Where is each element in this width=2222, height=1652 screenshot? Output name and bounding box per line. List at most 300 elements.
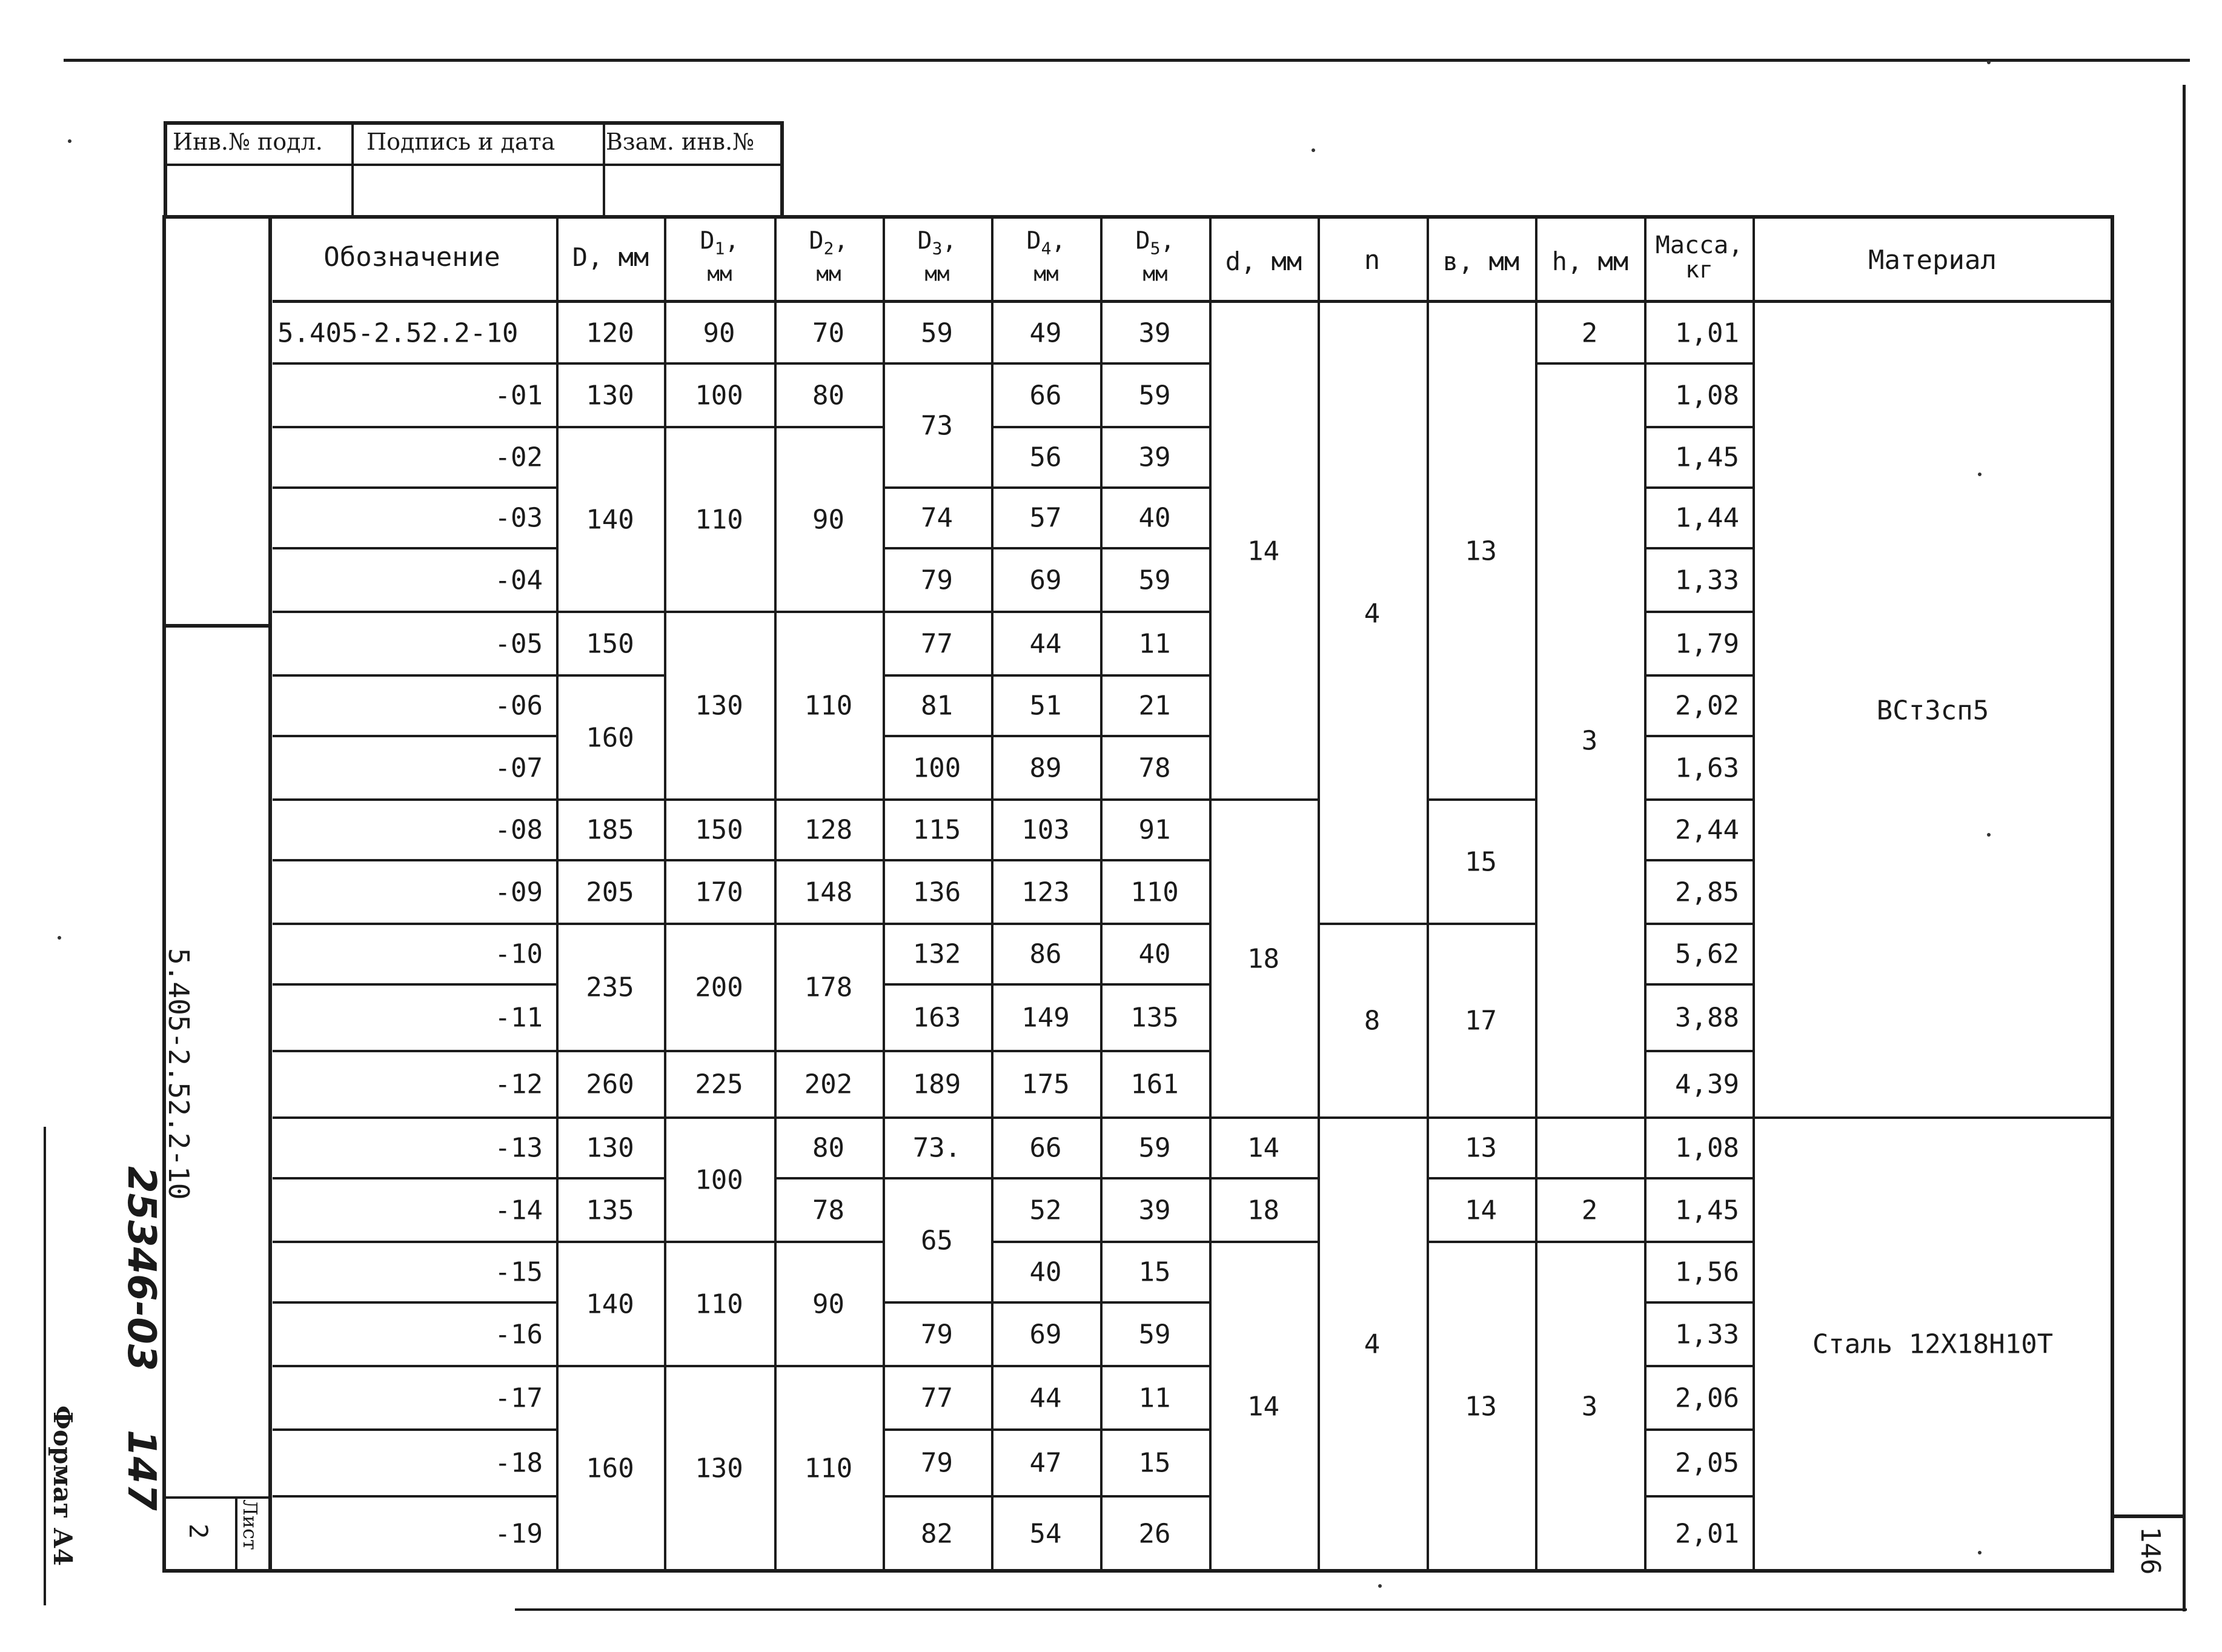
merged-cell-d2-15-16: 90 — [812, 1289, 844, 1319]
designation-cell: -03 — [494, 502, 543, 534]
designation-cell: -15 — [494, 1256, 543, 1288]
merged-cell-mat-13-19: Сталь 12Х18Н10Т — [1812, 1329, 2054, 1360]
merged-cell-mat-00-12: ВСт3сп5 — [1876, 695, 1989, 726]
designation-cell: -13 — [494, 1132, 543, 1164]
row-separator — [774, 859, 883, 861]
row-separator — [883, 1177, 991, 1179]
mass-cell: 3,88 — [1675, 1002, 1739, 1033]
cell-d2: 202 — [804, 1069, 853, 1100]
cell-d3: 163 — [912, 1002, 961, 1033]
row-separator — [556, 859, 664, 861]
row-separator — [991, 735, 1100, 737]
cell-d3: 100 — [912, 752, 961, 783]
row-separator — [1209, 1241, 1318, 1243]
row-separator — [991, 983, 1100, 986]
page-number: 146 — [2135, 1527, 2166, 1575]
cell-d2: 148 — [804, 877, 853, 907]
cell-d4: 54 — [1029, 1518, 1062, 1549]
vertical-doc-code: 5.405-2.52.2-10 — [162, 948, 195, 1200]
designation-cell: -07 — [494, 752, 543, 783]
mass-cell: 5,62 — [1675, 938, 1739, 970]
page-number-box-top — [2114, 1514, 2184, 1518]
row-separator — [1535, 1116, 1644, 1119]
row-separator — [1100, 859, 1209, 861]
row-separator — [556, 798, 664, 801]
row-separator — [273, 1428, 556, 1431]
stamp-inv-podl: Инв.№ подл. — [173, 128, 323, 155]
cell-d3: 82 — [921, 1518, 953, 1549]
row-separator — [883, 1301, 991, 1304]
mass-cell: 1,08 — [1675, 380, 1739, 411]
merged-cell-d-15-16: 140 — [586, 1289, 634, 1319]
cell-d4: 66 — [1029, 1132, 1062, 1164]
row-separator — [774, 923, 883, 925]
cell-d5: 21 — [1138, 690, 1171, 722]
scan-speck — [1987, 61, 1991, 64]
row-separator — [1644, 1116, 1753, 1119]
merged-cell-d-02-04: 140 — [586, 504, 634, 535]
cell-d1: 150 — [695, 814, 743, 846]
cell-d3: 136 — [912, 877, 961, 907]
row-separator — [1209, 1177, 1318, 1179]
scan-speck — [58, 936, 61, 940]
designation-cell: -06 — [494, 690, 543, 722]
cell-d3: 79 — [921, 1447, 953, 1479]
row-separator — [1535, 362, 1644, 365]
mass-cell: 1,45 — [1675, 442, 1739, 473]
row-separator — [1644, 486, 1753, 489]
merged-cell-d2-05-07: 110 — [804, 690, 853, 722]
cell-d3: 59 — [921, 317, 953, 349]
row-separator — [991, 611, 1100, 613]
cell-d3: 77 — [921, 628, 953, 659]
merged-cell-d1-13-14: 100 — [695, 1164, 743, 1195]
frame-bottom-line — [515, 1608, 2187, 1611]
cell-d3: 189 — [912, 1069, 961, 1100]
cell-d4: 89 — [1029, 752, 1062, 783]
cell-d: 18 — [1247, 1195, 1279, 1226]
merged-cell-d-00-07: 14 — [1247, 536, 1279, 567]
merged-cell-v-00-07: 13 — [1465, 536, 1497, 567]
row-separator — [273, 1050, 556, 1052]
format-label: Формат А4 — [48, 1405, 78, 1567]
row-separator — [273, 798, 556, 801]
col-header-D3: $D_3$, мм — [917, 227, 957, 287]
row-separator — [991, 1365, 1100, 1367]
cell-d4: 123 — [1021, 877, 1070, 907]
cell-d2: 128 — [804, 814, 853, 846]
cell-d5: 135 — [1130, 1002, 1179, 1033]
row-separator — [1100, 1050, 1209, 1052]
row-separator — [1427, 1177, 1535, 1179]
row-separator — [991, 798, 1100, 801]
mass-cell: 1,44 — [1675, 502, 1739, 534]
cell-d4: 44 — [1029, 1382, 1062, 1413]
row-separator — [1644, 1495, 1753, 1498]
row-separator — [774, 1365, 883, 1367]
row-separator — [1100, 426, 1209, 428]
row-separator — [991, 547, 1100, 549]
row-separator — [883, 798, 991, 801]
merged-cell-n-00-09: 4 — [1364, 598, 1381, 629]
cell-d5: 40 — [1138, 502, 1171, 534]
col-header-D: D, мм — [572, 242, 649, 272]
cell-d5: 91 — [1138, 814, 1171, 846]
row-separator — [883, 1365, 991, 1367]
row-separator — [273, 426, 556, 428]
row-separator — [1318, 1116, 1427, 1119]
col-header-D1: $D_1$, мм — [700, 227, 740, 287]
cell-d1: 100 — [695, 380, 743, 411]
designation-cell: -10 — [494, 938, 543, 970]
cell-d2: 70 — [812, 317, 844, 349]
cell-h: 2 — [1581, 1195, 1598, 1226]
row-separator — [1209, 1116, 1318, 1119]
merged-cell-n-10-12: 8 — [1364, 1005, 1381, 1037]
cell-d4: 86 — [1029, 938, 1062, 970]
cell-d4: 103 — [1021, 814, 1070, 846]
row-separator — [664, 859, 774, 861]
row-separator — [556, 611, 664, 613]
row-separator — [774, 362, 883, 365]
row-separator — [1644, 426, 1753, 428]
cell-d5: 39 — [1138, 442, 1171, 473]
mass-cell: 2,01 — [1675, 1518, 1739, 1549]
row-separator — [883, 923, 991, 925]
row-separator — [1100, 1177, 1209, 1179]
mass-cell: 4,39 — [1675, 1069, 1739, 1100]
row-separator — [1644, 1301, 1753, 1304]
row-separator — [883, 486, 991, 489]
row-separator — [556, 1116, 664, 1119]
merged-cell-d2-02-04: 90 — [812, 504, 844, 535]
scan-speck — [1987, 833, 1991, 837]
sheet-number: 2 — [184, 1524, 213, 1539]
row-separator — [1644, 923, 1753, 925]
row-separator — [273, 983, 556, 986]
cell-d4: 52 — [1029, 1195, 1062, 1226]
designation-cell: -12 — [494, 1069, 543, 1100]
row-separator — [991, 923, 1100, 925]
cell-d3: 115 — [912, 814, 961, 846]
cell-d: 185 — [586, 814, 634, 846]
cell-d5: 40 — [1138, 938, 1171, 970]
row-separator — [883, 611, 991, 613]
row-separator — [1100, 362, 1209, 365]
row-separator — [664, 611, 774, 613]
col-header-h: h, мм — [1551, 247, 1629, 276]
frame-top-line — [64, 59, 2190, 62]
mass-cell: 1,56 — [1675, 1256, 1739, 1288]
cell-d2: 80 — [812, 380, 844, 411]
handwritten-number: 147 — [119, 1430, 164, 1511]
mass-cell: 1,79 — [1675, 628, 1739, 659]
merged-cell-h-15-19: 3 — [1581, 1391, 1598, 1422]
mass-cell: 1,01 — [1675, 317, 1739, 349]
row-separator — [1100, 674, 1209, 677]
cell-d5: 110 — [1130, 877, 1179, 907]
cell-d3: 73. — [912, 1132, 961, 1164]
row-separator — [1427, 1116, 1535, 1119]
stamp-podpis-data: Подпись и дата — [366, 128, 556, 155]
row-separator — [883, 1050, 991, 1052]
row-separator — [991, 1301, 1100, 1304]
mass-cell: 1,45 — [1675, 1195, 1739, 1226]
row-separator — [1644, 611, 1753, 613]
merged-cell-v-15-19: 13 — [1465, 1391, 1497, 1422]
row-separator — [1535, 1177, 1644, 1179]
cell-d2: 80 — [812, 1132, 844, 1164]
row-separator — [1644, 859, 1753, 861]
row-separator — [774, 798, 883, 801]
cell-d5: 59 — [1138, 1132, 1171, 1164]
sheet-label: Лист — [239, 1499, 262, 1550]
merged-cell-d2-17-19: 110 — [804, 1453, 853, 1484]
mass-cell: 2,02 — [1675, 690, 1739, 722]
row-separator — [273, 1365, 556, 1367]
row-separator — [774, 1241, 883, 1243]
row-separator — [883, 1428, 991, 1431]
col-header-mass: Масса, кг — [1655, 231, 1743, 283]
row-separator — [991, 1428, 1100, 1431]
cell-d4: 69 — [1029, 1319, 1062, 1350]
row-separator — [1100, 923, 1209, 925]
mass-cell: 1,63 — [1675, 752, 1739, 783]
cell-d5: 161 — [1130, 1069, 1179, 1100]
col-header-n: n — [1364, 245, 1381, 276]
cell-d5: 11 — [1138, 628, 1171, 659]
row-separator — [273, 923, 556, 925]
row-separator — [1644, 1365, 1753, 1367]
mass-cell: 1,33 — [1675, 565, 1739, 595]
cell-d4: 149 — [1021, 1002, 1070, 1033]
row-separator — [556, 426, 664, 428]
row-separator — [1100, 983, 1209, 986]
row-separator — [1427, 1241, 1535, 1243]
row-separator — [556, 1365, 664, 1367]
row-separator — [1427, 798, 1535, 801]
row-separator — [273, 735, 556, 737]
merged-cell-d1-10-11: 200 — [695, 972, 743, 1003]
row-separator — [556, 674, 664, 677]
row-separator — [1100, 611, 1209, 613]
designation-cell: -17 — [494, 1382, 543, 1413]
designation-cell: -14 — [494, 1195, 543, 1226]
row-separator — [556, 1241, 664, 1243]
row-separator — [883, 1495, 991, 1498]
row-separator — [1644, 1177, 1753, 1179]
row-separator — [664, 1365, 774, 1367]
row-separator — [883, 674, 991, 677]
cell-d4: 47 — [1029, 1447, 1062, 1479]
merged-cell-h-01-12: 3 — [1581, 725, 1598, 756]
frame-right-line — [2183, 85, 2186, 1611]
merged-cell-h-00: 2 — [1581, 317, 1598, 349]
row-separator — [991, 362, 1100, 365]
row-separator — [1753, 1116, 2113, 1119]
scan-speck — [1978, 1551, 1982, 1554]
mass-cell: 1,33 — [1675, 1319, 1739, 1350]
row-separator — [1100, 1365, 1209, 1367]
row-separator — [273, 362, 556, 365]
cell-v: 14 — [1465, 1195, 1497, 1226]
row-separator — [1100, 1428, 1209, 1431]
merged-cell-d1-17-19: 130 — [695, 1453, 743, 1484]
row-separator — [1644, 983, 1753, 986]
cell-d: 150 — [586, 628, 634, 659]
cell-d4: 57 — [1029, 502, 1062, 534]
row-separator — [1644, 1428, 1753, 1431]
cell-d5: 11 — [1138, 1382, 1171, 1413]
cell-d: 205 — [586, 877, 634, 907]
cell-d1: 225 — [695, 1069, 743, 1100]
row-separator — [1535, 1241, 1644, 1243]
cell-d3: 132 — [912, 938, 961, 970]
mass-cell: 2,06 — [1675, 1382, 1739, 1413]
scan-speck — [1312, 148, 1315, 152]
row-separator — [1209, 798, 1318, 801]
row-separator — [1100, 1241, 1209, 1243]
row-separator — [774, 1177, 883, 1179]
row-separator — [991, 674, 1100, 677]
row-separator — [1100, 486, 1209, 489]
row-separator — [883, 547, 991, 549]
col-header-D2: $D_2$, мм — [809, 227, 849, 287]
cell-d4: 40 — [1029, 1256, 1062, 1288]
row-separator — [273, 674, 556, 677]
row-separator — [1100, 547, 1209, 549]
merged-cell-d1-02-04: 110 — [695, 504, 743, 535]
row-separator — [664, 362, 774, 365]
row-separator — [273, 1241, 556, 1243]
merged-cell-d-15-19: 14 — [1247, 1391, 1279, 1422]
mass-cell: 2,85 — [1675, 877, 1739, 907]
designation-cell: 5.405-2.52.2-10 — [277, 317, 519, 349]
cell-d5: 39 — [1138, 1195, 1171, 1226]
row-separator — [883, 859, 991, 861]
col-header-v: в, мм — [1442, 247, 1520, 276]
cell-d5: 59 — [1138, 380, 1171, 411]
row-separator — [273, 1116, 556, 1119]
row-separator — [1644, 798, 1753, 801]
row-separator — [883, 362, 991, 365]
row-separator — [664, 1241, 774, 1243]
merged-cell-d1-15-16: 110 — [695, 1289, 743, 1319]
row-separator — [991, 1177, 1100, 1179]
cell-d5: 15 — [1138, 1447, 1171, 1479]
cell-d2: 78 — [812, 1195, 844, 1226]
cell-d3: 81 — [921, 690, 953, 722]
row-separator — [883, 983, 991, 986]
merged-cell-d1-05-07: 130 — [695, 690, 743, 722]
cell-d1: 170 — [695, 877, 743, 907]
row-separator — [1644, 1050, 1753, 1052]
designation-cell: -19 — [494, 1518, 543, 1549]
cell-v: 13 — [1465, 1132, 1497, 1164]
merged-cell-d2-10-11: 178 — [804, 972, 853, 1003]
row-separator — [774, 1050, 883, 1052]
mass-cell: 1,08 — [1675, 1132, 1739, 1164]
mass-cell: 2,44 — [1675, 814, 1739, 846]
cell-d5: 78 — [1138, 752, 1171, 783]
designation-cell: -11 — [494, 1002, 543, 1033]
designation-cell: -01 — [494, 380, 543, 411]
cell-d3: 79 — [921, 1319, 953, 1350]
scan-speck — [68, 139, 71, 143]
designation-cell: -02 — [494, 442, 543, 473]
scan-speck — [1978, 473, 1982, 476]
col-header-D4: $D_4$, мм — [1026, 227, 1066, 287]
row-separator — [991, 1495, 1100, 1498]
row-separator — [273, 486, 556, 489]
row-separator — [991, 1050, 1100, 1052]
designation-cell: -05 — [494, 628, 543, 659]
row-separator — [991, 859, 1100, 861]
cell-d: 120 — [586, 317, 634, 349]
cell-d5: 59 — [1138, 1319, 1171, 1350]
cell-d4: 51 — [1029, 690, 1062, 722]
row-separator — [1100, 798, 1209, 801]
designation-cell: -04 — [494, 565, 543, 595]
row-separator — [273, 547, 556, 549]
row-separator — [664, 798, 774, 801]
merged-cell-d-10-11: 235 — [586, 972, 634, 1003]
row-separator — [991, 1116, 1100, 1119]
merged-cell-d-17-19: 160 — [586, 1453, 634, 1484]
row-separator — [774, 1116, 883, 1119]
row-separator — [664, 923, 774, 925]
designation-cell: -09 — [494, 877, 543, 907]
designation-cell: -16 — [494, 1319, 543, 1350]
col-header-material: Материал — [1868, 245, 1997, 276]
row-separator — [1100, 1116, 1209, 1119]
merged-cell-d3-01-02: 73 — [921, 410, 953, 441]
cell-d4: 44 — [1029, 628, 1062, 659]
row-separator — [273, 1177, 556, 1179]
merged-cell-d-08-12: 18 — [1247, 943, 1279, 974]
designation-cell: -18 — [494, 1447, 543, 1479]
row-separator — [664, 426, 774, 428]
cell-d4: 66 — [1029, 380, 1062, 411]
row-separator — [556, 1177, 664, 1179]
merged-cell-v-10-12: 17 — [1465, 1005, 1497, 1037]
cell-d4: 49 — [1029, 317, 1062, 349]
merged-cell-n-13-19: 4 — [1364, 1329, 1381, 1360]
cell-d5: 59 — [1138, 565, 1171, 595]
row-separator — [1427, 923, 1535, 925]
merged-cell-d-06-07: 160 — [586, 722, 634, 753]
row-separator — [883, 1116, 991, 1119]
cell-d4: 69 — [1029, 565, 1062, 595]
row-separator — [1644, 674, 1753, 677]
cell-d5: 15 — [1138, 1256, 1171, 1288]
row-separator — [273, 611, 556, 613]
merged-cell-v-08-09: 15 — [1465, 846, 1497, 877]
row-separator — [556, 923, 664, 925]
row-separator — [1644, 735, 1753, 737]
cell-d1: 90 — [703, 317, 735, 349]
cell-d: 260 — [586, 1069, 634, 1100]
row-separator — [991, 426, 1100, 428]
designation-cell: -08 — [494, 814, 543, 846]
row-separator — [556, 1050, 664, 1052]
cell-d: 130 — [586, 1132, 634, 1164]
cell-d4: 56 — [1029, 442, 1062, 473]
cell-d: 130 — [586, 380, 634, 411]
row-separator — [1644, 362, 1753, 365]
mass-cell: 2,05 — [1675, 1447, 1739, 1479]
cell-d: 14 — [1247, 1132, 1279, 1164]
